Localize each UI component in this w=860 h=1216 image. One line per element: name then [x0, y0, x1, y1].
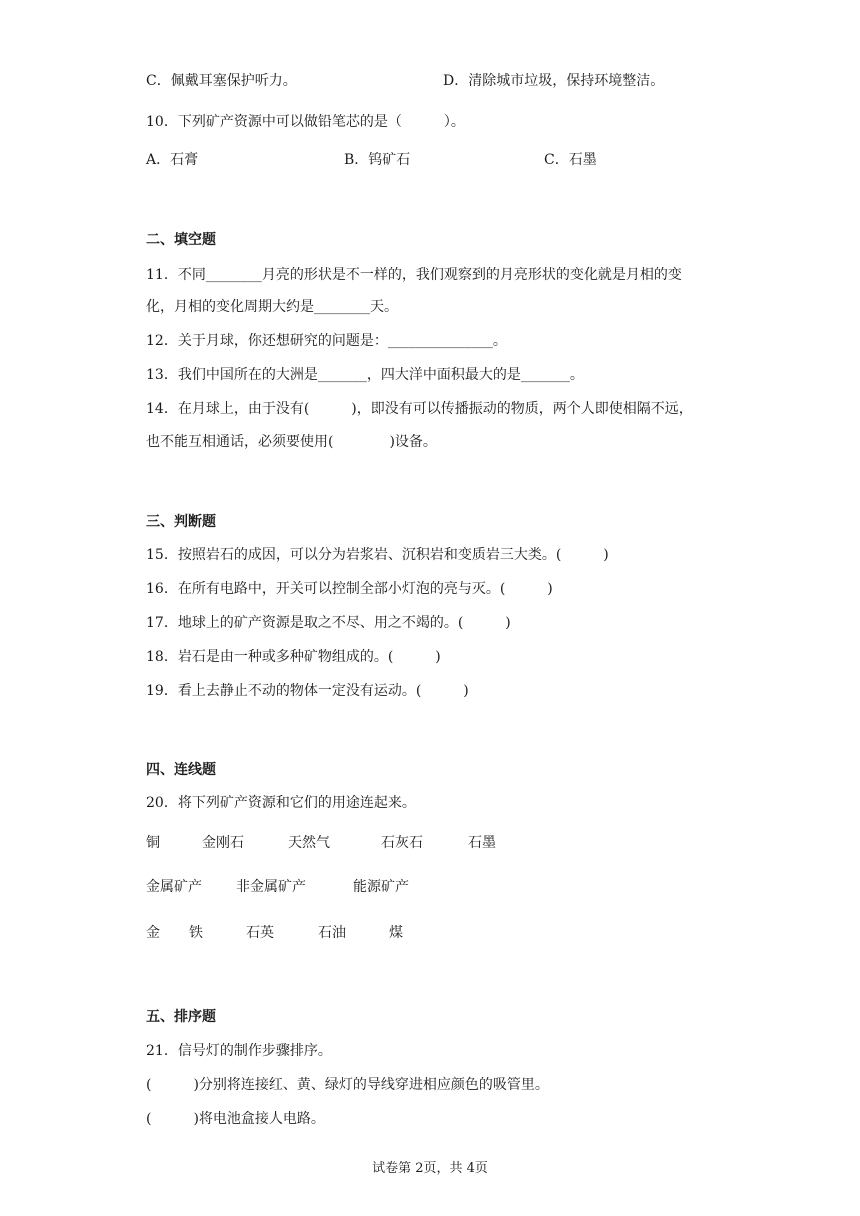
match-item: 石墨 [468, 835, 496, 851]
q20: 20．将下列矿产资源和它们的用途连起来。 [146, 795, 416, 811]
q12: 12．关于月球，你还想研究的问题是：_______________。 [146, 333, 507, 349]
match-category: 金属矿产 [146, 879, 202, 895]
match-item: 金 [146, 925, 160, 941]
q14-line-1: 14．在月球上，由于没有( )，即没有可以传播振动的物质，两个人即使相隔不远， [146, 401, 693, 417]
q14-line-2: 也不能互相通话，必须要使用( )设备。 [146, 434, 437, 450]
match-item: 铁 [189, 925, 203, 941]
q10-option-a: A．石膏 [146, 152, 199, 168]
q21-step: ( )分别将连接红、黄、绿灯的导线穿进相应颜色的吸管里。 [146, 1077, 549, 1093]
match-item: 金刚石 [202, 835, 244, 851]
q10-stem: 10．下列矿产资源中可以做铅笔芯的是（ ）。 [146, 114, 465, 130]
match-item: 石油 [318, 925, 346, 941]
q18: 18．岩石是由一种或多种矿物组成的。( ) [146, 649, 441, 665]
q21-step: ( )将电池盒接人电路。 [146, 1111, 325, 1127]
section-4-title: 四、连线题 [146, 762, 216, 778]
q11-line-2: 化，月相的变化周期大约是________天。 [146, 299, 398, 315]
q15: 15．按照岩石的成因，可以分为岩浆岩、沉积岩和变质岩三大类。( ) [146, 547, 609, 563]
q10-option-c: C．石墨 [544, 152, 597, 168]
match-item: 铜 [146, 835, 160, 851]
match-item: 石灰石 [381, 835, 423, 851]
match-category: 能源矿产 [353, 879, 409, 895]
q16: 16．在所有电路中，开关可以控制全部小灯泡的亮与灭。( ) [146, 581, 553, 597]
section-3-title: 三、判断题 [146, 514, 216, 530]
q10-option-b: B．钨矿石 [344, 152, 411, 168]
section-2-title: 二、填空题 [146, 232, 216, 248]
match-category: 非金属矿产 [236, 879, 306, 895]
page-footer: 试卷第 2页，共 4页 [372, 1161, 488, 1176]
q9-option-d: D．清除城市垃圾，保持环境整洁。 [443, 73, 665, 89]
q19: 19．看上去静止不动的物体一定没有运动。( ) [146, 683, 469, 699]
q17: 17．地球上的矿产资源是取之不尽、用之不竭的。( ) [146, 615, 511, 631]
section-5-title: 五、排序题 [146, 1009, 216, 1025]
q13: 13．我们中国所在的大洲是_______，四大洋中面积最大的是_______。 [146, 367, 584, 383]
match-item: 天然气 [288, 835, 330, 851]
q11-line-1: 11．不同________月亮的形状是不一样的，我们观察到的月亮形状的变化就是月相的变 [146, 267, 682, 283]
match-item: 煤 [389, 925, 403, 941]
match-item: 石英 [246, 925, 274, 941]
q21: 21．信号灯的制作步骤排序。 [146, 1043, 332, 1059]
q9-option-c: C．佩戴耳塞保护听力。 [146, 73, 297, 89]
